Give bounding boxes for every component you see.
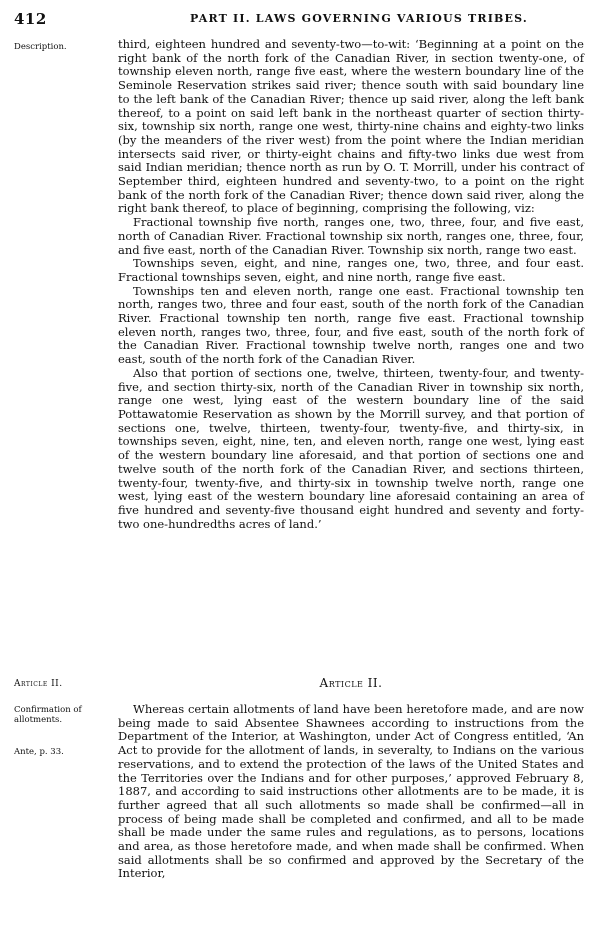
paragraph-townships-ten: Townships ten and eleven north, range one east. Fractional township ten north, ranges two, three and four east, south of the north fork of the Canadian River. Fractional township ten north, range five east. Fractional township eleven north, ranges two, three, four, and five east, south of the north fork of the Canadian River. Fractional township twelve north, ranges one and two east, south of the north fork of the Canadian River. [118,283,584,367]
paragraph-boundary-description: third, eighteen hundred and seventy-two—to-wit: ‘Beginning at a point on the right bank of the north fork of the Canadian River, in section twenty-one, of township eleven north, range five east, where the western boundary line of the Seminole Reservation strikes said river; thence south with said boundary line to the left bank of the Canadian River; thence up said river, along the left bank thereof, to a point on said left bank in the northeast quarter of section thirty-six, township six north, range one west, thirty-nine chains and eighty-two links (by the meanders of the river west) from the point where the Indian meridian intersects said river, or thirty-eight chains and fifty-two links due west from said Indian meridian; thence north as run by O. T. Morrill, under his contract of September third, eighteen hundred and seventy-two, to a point on the right bank of the north fork of the Canadian River; thence down said river, along the right bank thereof, to place of beginning, comprising the following, viz: [118,37,584,216]
paragraph-township-five: Fractional township five north, ranges one, two, three, four, and five east, north of Canadian River. Fractional township six north, ranges one, three, four, and five east, north of the Canadian River. Township six north, range two east. [118,215,584,257]
paragraph-townships-seven: Townships seven, eight, and nine, ranges one, two, three, and four east. Fractional townships seven, eight, and nine north, range five east. [118,256,584,284]
margin-note-ante: Ante, p. 33. [14,747,64,757]
margin-note-confirmation: Confirmation of allotments. [14,705,82,725]
main-text-top [118,38,584,531]
page-number: 412 [14,10,47,28]
paragraph-whereas: Whereas certain allotments of land have been heretofore made, and are now being made to said Absentee Shawnees according to instructions from the Department of the Interior, at Washington, under Act of Congress entitled, ‘An Act to provide for the allotment of lands, in severalty, to Indians on the various reservations, and to extend the protection of the laws of the United States and the Territories over the Indians and for other purposes,’ approved February 8, 1887, and according to said instructions other allotments are to be made, it is further agreed that all such allotments so made shall be confirmed—all in process of being made shall be completed and confirmed, and all to be made shall be made under the same rules and regulations, as to persons, locations and area, as those heretofore made, and when made shall be confirmed. When said allotments shall be so confirmed and approved by the Secretary of the Interior, [118,702,584,881]
article-heading: Article II. [319,676,383,690]
margin-note-description: Description. [14,42,67,52]
main-text-bottom [118,703,584,881]
page-header [14,10,586,28]
running-head: PART II. LAWS GOVERNING VARIOUS TRIBES. [190,12,528,25]
margin-note-article-label: Article II. [14,679,63,689]
paragraph-also-portion: Also that portion of sections one, twelve, thirteen, twenty-four, and twenty-five, and section thirty-six, north of the Canadian River in township six north, range one west, lying east of the western boundary line of the said Pottawatomie Reservation as shown by the Morrill survey, and that portion of sections one, twelve, thirteen, twenty-four, twenty-five, and thirty-six, in townships seven, eight, nine, ten, and eleven north, range one west, lying east of the western boundary line aforesaid, and that portion of sections one and twelve south of the north fork of the Canadian River, and sections thirteen, twenty-four, twenty-five, and thirty-six in township twelve north, range one west, lying east of the western boundary line aforesaid containing an area of five hundred and seventy-five thousand eight hundred and seventy and forty-two one-hundredths acres of land.’ [118,365,584,531]
